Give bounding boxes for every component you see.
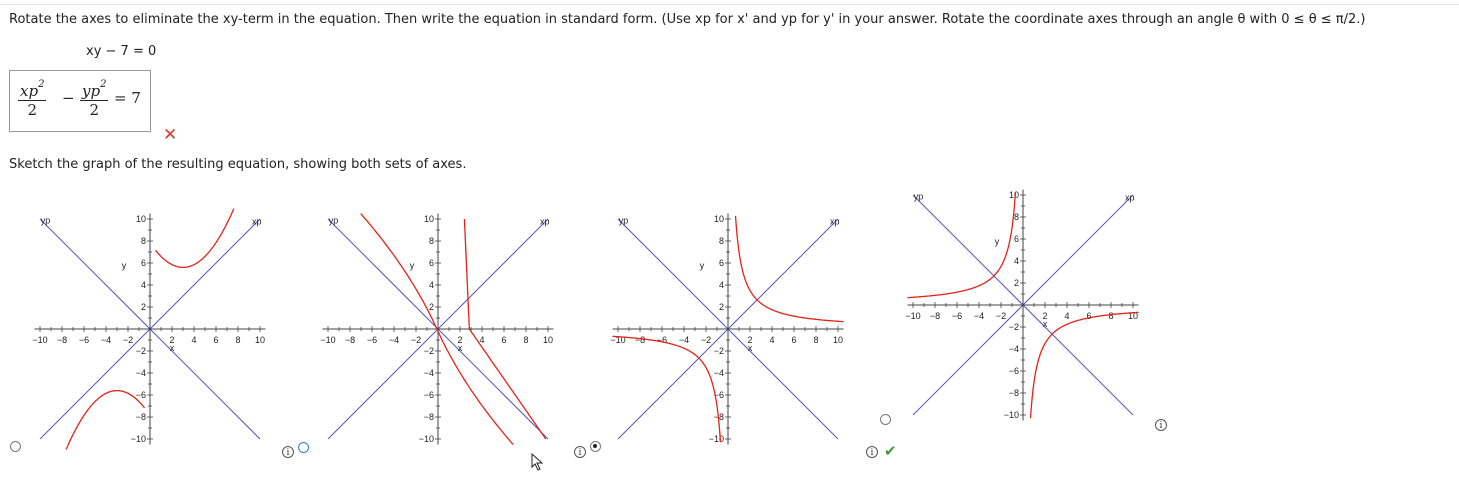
graph-option-a[interactable]	[25, 204, 275, 458]
x-axis-label: x	[457, 343, 463, 353]
xp-axis-label: xp	[1124, 192, 1135, 203]
x-tick-label: −4	[678, 335, 690, 345]
graph-option-c[interactable]	[603, 204, 853, 458]
x-tick-label: −6	[78, 335, 90, 345]
info-icon[interactable]: i	[282, 446, 294, 458]
x-tick-label: 8	[235, 335, 241, 345]
x-tick-label: −6	[656, 335, 668, 345]
x-axis-label: x	[747, 343, 753, 353]
x-tick-label: −10	[320, 335, 336, 345]
mouse-cursor-icon	[530, 453, 544, 475]
y-tick-label: −6	[423, 390, 434, 400]
info-icon[interactable]: i	[1155, 419, 1167, 431]
fraction-xp	[18, 79, 46, 119]
y-tick-label: 2	[428, 302, 434, 312]
x-tick-label: −4	[388, 335, 400, 345]
x-tick-label: −10	[905, 311, 921, 321]
minus-sign: −	[62, 89, 75, 107]
y-tick-label: 6	[140, 258, 146, 268]
x-tick-label: 2	[747, 335, 753, 345]
y-tick-label: −4	[135, 368, 146, 378]
x-mark-icon: ✕	[163, 125, 178, 145]
answer-box[interactable]	[9, 70, 151, 132]
y-tick-label: 4	[718, 280, 724, 290]
info-icon[interactable]: i	[866, 446, 878, 458]
y-tick-label: −4	[1008, 344, 1019, 354]
y-tick-label: −6	[135, 390, 146, 400]
x-tick-label: −6	[951, 311, 963, 321]
yp-axis-label: yp	[40, 215, 51, 226]
y-tick-label: 8	[1013, 212, 1019, 222]
x-tick-label: 8	[523, 335, 529, 345]
y-axis-label: y	[699, 260, 705, 271]
info-icon[interactable]: i	[574, 446, 586, 458]
x-tick-label: 10	[542, 335, 554, 345]
x-tick-label: −2	[122, 335, 134, 345]
equation-rhs: = 7	[114, 89, 141, 107]
y-tick-label: 4	[428, 280, 434, 290]
y-tick-label: −8	[1008, 388, 1019, 398]
check-mark-icon: ✔	[884, 442, 897, 460]
term1-exponent: 2	[38, 79, 45, 90]
x-tick-label: 2	[169, 335, 175, 345]
y-tick-label: −8	[135, 412, 146, 422]
y-tick-label: −10	[130, 434, 146, 444]
x-tick-label: 6	[213, 335, 219, 345]
y-tick-label: −10	[1003, 410, 1019, 420]
top-divider	[0, 4, 1459, 5]
graph-svg-a	[25, 204, 275, 454]
y-tick-label: 4	[1013, 256, 1019, 266]
x-tick-label: −10	[32, 335, 48, 345]
hyperbola-branch	[156, 209, 234, 268]
yp-axis-label: yp	[328, 215, 339, 226]
xp-axis-label: xp	[539, 216, 550, 227]
term1-numerator: xp	[20, 82, 39, 100]
graph-svg-c	[603, 204, 853, 454]
x-tick-label: 4	[479, 335, 485, 345]
x-tick-label: 10	[832, 335, 844, 345]
y-tick-label: −2	[713, 346, 724, 356]
y-tick-label: 6	[1013, 234, 1019, 244]
x-axis-label: x	[169, 343, 175, 353]
x-tick-label: −2	[995, 311, 1007, 321]
term2-denominator: 2	[89, 101, 99, 119]
y-tick-label: −4	[423, 368, 434, 378]
y-tick-label: 4	[140, 280, 146, 290]
yp-axis-label: yp	[913, 191, 924, 202]
y-tick-label: −6	[713, 390, 724, 400]
y-tick-label: −6	[1008, 366, 1019, 376]
x-tick-label: 4	[1064, 311, 1070, 321]
y-tick-label: 10	[135, 214, 146, 224]
x-tick-label: −2	[410, 335, 422, 345]
x-tick-label: −8	[634, 335, 646, 345]
graph-option-b[interactable]	[313, 204, 563, 458]
x-tick-label: −4	[100, 335, 112, 345]
x-tick-label: 8	[1108, 311, 1114, 321]
y-tick-label: 2	[1013, 278, 1019, 288]
y-tick-label: 8	[428, 236, 434, 246]
x-tick-label: −2	[700, 335, 712, 345]
x-tick-label: 10	[254, 335, 266, 345]
y-tick-label: 10	[1008, 190, 1019, 200]
given-equation: xy − 7 = 0	[86, 44, 157, 59]
y-tick-label: −8	[713, 412, 724, 422]
x-tick-label: −6	[366, 335, 378, 345]
x-tick-label: −4	[973, 311, 985, 321]
fraction-yp	[80, 79, 108, 119]
y-axis-label: y	[409, 260, 415, 271]
y-tick-label: 6	[718, 258, 724, 268]
x-tick-label: 4	[769, 335, 775, 345]
y-tick-label: 8	[140, 236, 146, 246]
radio-option-a[interactable]	[10, 441, 21, 452]
radio-option-c[interactable]	[590, 441, 601, 452]
xp-axis-label: xp	[251, 216, 262, 227]
y-tick-label: 2	[718, 302, 724, 312]
y-tick-label: 10	[423, 214, 434, 224]
y-tick-label: −8	[423, 412, 434, 422]
y-tick-label: −2	[1008, 322, 1019, 332]
x-tick-label: 8	[813, 335, 819, 345]
y-axis-label: y	[994, 236, 1000, 247]
term1-denominator: 2	[27, 101, 37, 119]
y-tick-label: −2	[135, 346, 146, 356]
instruction-text: Rotate the axes to eliminate the xy-term in the equation. Then write the equation in standard form. (Use xp for x' and yp for y' in your answer. Rotate the coordinate axes through an angle θ with 0 ≤ θ ≤ π/2.)	[9, 12, 1366, 27]
x-tick-label: 6	[1086, 311, 1092, 321]
radio-option-b[interactable]	[298, 442, 309, 453]
y-tick-label: −2	[423, 346, 434, 356]
x-tick-label: 4	[191, 335, 197, 345]
x-tick-label: −8	[929, 311, 941, 321]
x-axis-label: x	[1042, 319, 1048, 329]
sketch-prompt: Sketch the graph of the resulting equation, showing both sets of axes.	[9, 157, 467, 172]
x-tick-label: 10	[1127, 311, 1139, 321]
x-tick-label: 2	[457, 335, 463, 345]
graph-svg-d	[898, 180, 1148, 430]
graph-option-d[interactable]	[898, 180, 1148, 434]
y-tick-label: −10	[418, 434, 434, 444]
x-tick-label: −8	[56, 335, 68, 345]
x-tick-label: −8	[344, 335, 356, 345]
term2-exponent: 2	[100, 79, 107, 90]
yp-axis-label: yp	[618, 215, 629, 226]
x-tick-label: 6	[791, 335, 797, 345]
y-tick-label: 8	[718, 236, 724, 246]
term2-numerator: yp	[82, 82, 101, 100]
y-tick-label: 2	[140, 302, 146, 312]
radio-option-d[interactable]	[880, 414, 891, 425]
y-tick-label: 10	[713, 214, 724, 224]
x-tick-label: 2	[1042, 311, 1048, 321]
xp-axis-label: xp	[829, 216, 840, 227]
y-tick-label: −10	[708, 434, 724, 444]
y-tick-label: 6	[428, 258, 434, 268]
graph-svg-b	[313, 204, 563, 454]
x-tick-label: −10	[610, 335, 626, 345]
x-tick-label: 6	[501, 335, 507, 345]
y-tick-label: −4	[713, 368, 724, 378]
y-axis-label: y	[121, 260, 127, 271]
